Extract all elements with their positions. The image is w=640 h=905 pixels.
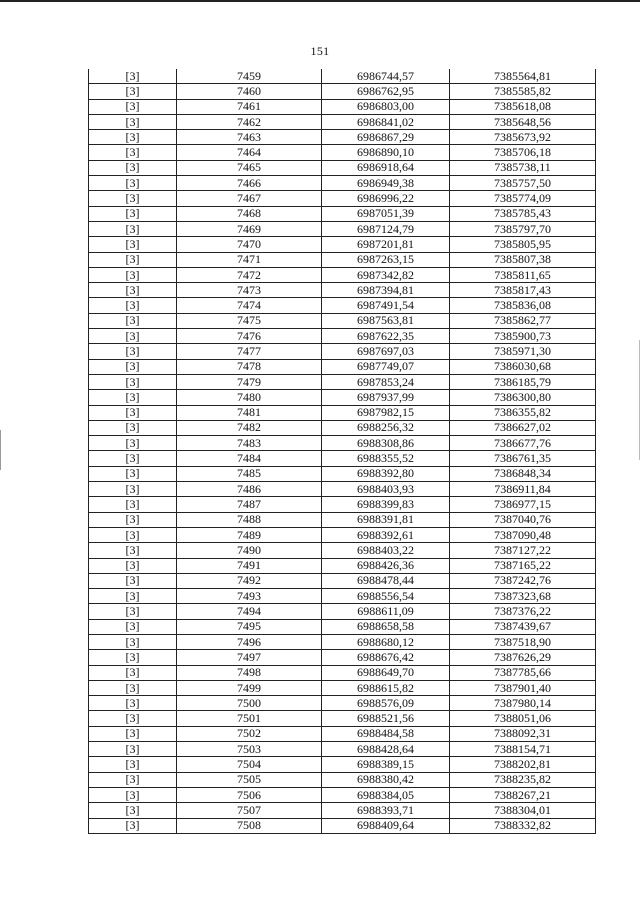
y-coordinate-cell: 7386185,79 bbox=[450, 374, 596, 389]
table-row bbox=[89, 665, 596, 680]
x-coordinate-cell: 6986918,64 bbox=[322, 160, 450, 175]
y-coordinate-cell: 7387127,22 bbox=[450, 543, 596, 558]
table-row bbox=[89, 543, 596, 558]
zone-cell: [3] bbox=[89, 221, 177, 236]
zone-cell: [3] bbox=[89, 390, 177, 405]
table-row bbox=[89, 742, 596, 757]
point-number-cell: 7470 bbox=[177, 237, 322, 252]
zone-cell: [3] bbox=[89, 252, 177, 267]
y-coordinate-cell: 7385811,65 bbox=[450, 267, 596, 282]
point-number-cell: 7473 bbox=[177, 283, 322, 298]
x-coordinate-cell: 6987342,82 bbox=[322, 267, 450, 282]
table-row bbox=[89, 527, 596, 542]
point-number-cell: 7465 bbox=[177, 160, 322, 175]
y-coordinate-cell: 7388092,31 bbox=[450, 726, 596, 741]
y-coordinate-cell: 7386911,84 bbox=[450, 482, 596, 497]
table-row bbox=[89, 390, 596, 405]
x-coordinate-cell: 6988615,82 bbox=[322, 680, 450, 695]
x-coordinate-cell: 6987563,81 bbox=[322, 313, 450, 328]
zone-cell: [3] bbox=[89, 589, 177, 604]
x-coordinate-cell: 6988556,54 bbox=[322, 589, 450, 604]
table-row bbox=[89, 374, 596, 389]
x-coordinate-cell: 6988576,09 bbox=[322, 696, 450, 711]
y-coordinate-cell: 7387626,29 bbox=[450, 650, 596, 665]
zone-cell: [3] bbox=[89, 573, 177, 588]
point-number-cell: 7468 bbox=[177, 206, 322, 221]
x-coordinate-cell: 6986890,10 bbox=[322, 145, 450, 160]
table-row bbox=[89, 298, 596, 313]
table-row bbox=[89, 405, 596, 420]
point-number-cell: 7462 bbox=[177, 114, 322, 129]
point-number-cell: 7496 bbox=[177, 634, 322, 649]
y-coordinate-cell: 7387040,76 bbox=[450, 512, 596, 527]
y-coordinate-cell: 7388267,21 bbox=[450, 787, 596, 802]
x-coordinate-cell: 6988392,80 bbox=[322, 466, 450, 481]
point-number-cell: 7478 bbox=[177, 359, 322, 374]
point-number-cell: 7502 bbox=[177, 726, 322, 741]
x-coordinate-cell: 6987749,07 bbox=[322, 359, 450, 374]
zone-cell: [3] bbox=[89, 650, 177, 665]
table-row bbox=[89, 696, 596, 711]
x-coordinate-cell: 6988521,56 bbox=[322, 711, 450, 726]
zone-cell: [3] bbox=[89, 283, 177, 298]
zone-cell: [3] bbox=[89, 84, 177, 99]
table-row bbox=[89, 680, 596, 695]
x-coordinate-cell: 6987853,24 bbox=[322, 374, 450, 389]
zone-cell: [3] bbox=[89, 130, 177, 145]
zone-cell: [3] bbox=[89, 558, 177, 573]
y-coordinate-cell: 7385774,09 bbox=[450, 191, 596, 206]
x-coordinate-cell: 6986996,22 bbox=[322, 191, 450, 206]
y-coordinate-cell: 7385817,43 bbox=[450, 283, 596, 298]
y-coordinate-cell: 7385805,95 bbox=[450, 237, 596, 252]
x-coordinate-cell: 6987394,81 bbox=[322, 283, 450, 298]
point-number-cell: 7463 bbox=[177, 130, 322, 145]
zone-cell: [3] bbox=[89, 619, 177, 634]
x-coordinate-cell: 6986803,00 bbox=[322, 99, 450, 114]
table-row bbox=[89, 466, 596, 481]
point-number-cell: 7488 bbox=[177, 512, 322, 527]
y-coordinate-cell: 7386677,76 bbox=[450, 436, 596, 451]
table-row bbox=[89, 267, 596, 282]
point-number-cell: 7508 bbox=[177, 818, 322, 833]
x-coordinate-cell: 6987201,81 bbox=[322, 237, 450, 252]
y-coordinate-cell: 7385807,38 bbox=[450, 252, 596, 267]
y-coordinate-cell: 7387242,76 bbox=[450, 573, 596, 588]
y-coordinate-cell: 7386300,80 bbox=[450, 390, 596, 405]
y-coordinate-cell: 7385797,70 bbox=[450, 221, 596, 236]
point-number-cell: 7482 bbox=[177, 420, 322, 435]
point-number-cell: 7500 bbox=[177, 696, 322, 711]
point-number-cell: 7491 bbox=[177, 558, 322, 573]
x-coordinate-cell: 6987697,03 bbox=[322, 344, 450, 359]
y-coordinate-cell: 7388304,01 bbox=[450, 803, 596, 818]
point-number-cell: 7477 bbox=[177, 344, 322, 359]
zone-cell: [3] bbox=[89, 512, 177, 527]
x-coordinate-cell: 6986841,02 bbox=[322, 114, 450, 129]
x-coordinate-cell: 6987051,39 bbox=[322, 206, 450, 221]
y-coordinate-cell: 7386848,34 bbox=[450, 466, 596, 481]
point-number-cell: 7464 bbox=[177, 145, 322, 160]
y-coordinate-cell: 7385757,50 bbox=[450, 176, 596, 191]
y-coordinate-cell: 7385706,18 bbox=[450, 145, 596, 160]
table-row bbox=[89, 99, 596, 114]
table-row bbox=[89, 344, 596, 359]
x-coordinate-cell: 6988676,42 bbox=[322, 650, 450, 665]
scan-edge-mark bbox=[0, 430, 1, 470]
table-row bbox=[89, 84, 596, 99]
zone-cell: [3] bbox=[89, 680, 177, 695]
point-number-cell: 7484 bbox=[177, 451, 322, 466]
zone-cell: [3] bbox=[89, 543, 177, 558]
point-number-cell: 7466 bbox=[177, 176, 322, 191]
zone-cell: [3] bbox=[89, 634, 177, 649]
y-coordinate-cell: 7385618,08 bbox=[450, 99, 596, 114]
point-number-cell: 7461 bbox=[177, 99, 322, 114]
point-number-cell: 7483 bbox=[177, 436, 322, 451]
x-coordinate-cell: 6988355,52 bbox=[322, 451, 450, 466]
point-number-cell: 7506 bbox=[177, 787, 322, 802]
point-number-cell: 7467 bbox=[177, 191, 322, 206]
x-coordinate-cell: 6986867,29 bbox=[322, 130, 450, 145]
x-coordinate-cell: 6988391,81 bbox=[322, 512, 450, 527]
zone-cell: [3] bbox=[89, 99, 177, 114]
point-number-cell: 7501 bbox=[177, 711, 322, 726]
point-number-cell: 7495 bbox=[177, 619, 322, 634]
table-row bbox=[89, 313, 596, 328]
y-coordinate-cell: 7387439,67 bbox=[450, 619, 596, 634]
zone-cell: [3] bbox=[89, 757, 177, 772]
table-row bbox=[89, 191, 596, 206]
table-row bbox=[89, 604, 596, 619]
x-coordinate-cell: 6986762,95 bbox=[322, 84, 450, 99]
zone-cell: [3] bbox=[89, 69, 177, 84]
x-coordinate-cell: 6988484,58 bbox=[322, 726, 450, 741]
table-row bbox=[89, 283, 596, 298]
x-coordinate-cell: 6987622,35 bbox=[322, 329, 450, 344]
x-coordinate-cell: 6988426,36 bbox=[322, 558, 450, 573]
zone-cell: [3] bbox=[89, 818, 177, 833]
table-row bbox=[89, 787, 596, 802]
point-number-cell: 7472 bbox=[177, 267, 322, 282]
y-coordinate-cell: 7386355,82 bbox=[450, 405, 596, 420]
table-row bbox=[89, 573, 596, 588]
zone-cell: [3] bbox=[89, 711, 177, 726]
x-coordinate-cell: 6988409,64 bbox=[322, 818, 450, 833]
x-coordinate-cell: 6987937,99 bbox=[322, 390, 450, 405]
point-number-cell: 7481 bbox=[177, 405, 322, 420]
point-number-cell: 7507 bbox=[177, 803, 322, 818]
y-coordinate-cell: 7388332,82 bbox=[450, 818, 596, 833]
table-row bbox=[89, 160, 596, 175]
table-row bbox=[89, 436, 596, 451]
zone-cell: [3] bbox=[89, 451, 177, 466]
table-row bbox=[89, 451, 596, 466]
zone-cell: [3] bbox=[89, 374, 177, 389]
page-number: 151 bbox=[310, 44, 330, 58]
zone-cell: [3] bbox=[89, 436, 177, 451]
zone-cell: [3] bbox=[89, 742, 177, 757]
x-coordinate-cell: 6988392,61 bbox=[322, 527, 450, 542]
zone-cell: [3] bbox=[89, 329, 177, 344]
point-number-cell: 7487 bbox=[177, 497, 322, 512]
x-coordinate-cell: 6987491,54 bbox=[322, 298, 450, 313]
y-coordinate-cell: 7385648,56 bbox=[450, 114, 596, 129]
zone-cell: [3] bbox=[89, 313, 177, 328]
table-row bbox=[89, 619, 596, 634]
x-coordinate-cell: 6988380,42 bbox=[322, 772, 450, 787]
y-coordinate-cell: 7385836,08 bbox=[450, 298, 596, 313]
y-coordinate-cell: 7385900,73 bbox=[450, 329, 596, 344]
x-coordinate-cell: 6988611,09 bbox=[322, 604, 450, 619]
table-row bbox=[89, 114, 596, 129]
point-number-cell: 7486 bbox=[177, 482, 322, 497]
zone-cell: [3] bbox=[89, 787, 177, 802]
zone-cell: [3] bbox=[89, 405, 177, 420]
table-row bbox=[89, 726, 596, 741]
x-coordinate-cell: 6987982,15 bbox=[322, 405, 450, 420]
y-coordinate-cell: 7388154,71 bbox=[450, 742, 596, 757]
y-coordinate-cell: 7387090,48 bbox=[450, 527, 596, 542]
zone-cell: [3] bbox=[89, 726, 177, 741]
x-coordinate-cell: 6988389,15 bbox=[322, 757, 450, 772]
point-number-cell: 7498 bbox=[177, 665, 322, 680]
table-row bbox=[89, 130, 596, 145]
zone-cell: [3] bbox=[89, 772, 177, 787]
zone-cell: [3] bbox=[89, 466, 177, 481]
table-row bbox=[89, 420, 596, 435]
zone-cell: [3] bbox=[89, 344, 177, 359]
zone-cell: [3] bbox=[89, 359, 177, 374]
y-coordinate-cell: 7387165,22 bbox=[450, 558, 596, 573]
table-row bbox=[89, 589, 596, 604]
zone-cell: [3] bbox=[89, 665, 177, 680]
point-number-cell: 7485 bbox=[177, 466, 322, 481]
point-number-cell: 7490 bbox=[177, 543, 322, 558]
zone-cell: [3] bbox=[89, 497, 177, 512]
point-number-cell: 7459 bbox=[177, 69, 322, 84]
zone-cell: [3] bbox=[89, 604, 177, 619]
x-coordinate-cell: 6988308,86 bbox=[322, 436, 450, 451]
y-coordinate-cell: 7387980,14 bbox=[450, 696, 596, 711]
y-coordinate-cell: 7385585,82 bbox=[450, 84, 596, 99]
point-number-cell: 7489 bbox=[177, 527, 322, 542]
point-number-cell: 7479 bbox=[177, 374, 322, 389]
point-number-cell: 7492 bbox=[177, 573, 322, 588]
table-row bbox=[89, 237, 596, 252]
zone-cell: [3] bbox=[89, 160, 177, 175]
point-number-cell: 7476 bbox=[177, 329, 322, 344]
table-row bbox=[89, 772, 596, 787]
y-coordinate-cell: 7385862,77 bbox=[450, 313, 596, 328]
zone-cell: [3] bbox=[89, 206, 177, 221]
x-coordinate-cell: 6988658,58 bbox=[322, 619, 450, 634]
table-row bbox=[89, 558, 596, 573]
y-coordinate-cell: 7387376,22 bbox=[450, 604, 596, 619]
y-coordinate-cell: 7385738,11 bbox=[450, 160, 596, 175]
point-number-cell: 7474 bbox=[177, 298, 322, 313]
x-coordinate-cell: 6987124,79 bbox=[322, 221, 450, 236]
y-coordinate-cell: 7387785,66 bbox=[450, 665, 596, 680]
table-row bbox=[89, 69, 596, 84]
y-coordinate-cell: 7387323,68 bbox=[450, 589, 596, 604]
x-coordinate-cell: 6988680,12 bbox=[322, 634, 450, 649]
y-coordinate-cell: 7386627,02 bbox=[450, 420, 596, 435]
x-coordinate-cell: 6988399,83 bbox=[322, 497, 450, 512]
y-coordinate-cell: 7387901,40 bbox=[450, 680, 596, 695]
top-edge-line bbox=[0, 0, 640, 2]
table-row bbox=[89, 329, 596, 344]
x-coordinate-cell: 6988393,71 bbox=[322, 803, 450, 818]
x-coordinate-cell: 6988256,32 bbox=[322, 420, 450, 435]
zone-cell: [3] bbox=[89, 176, 177, 191]
point-number-cell: 7504 bbox=[177, 757, 322, 772]
table-row bbox=[89, 512, 596, 527]
table-row bbox=[89, 757, 596, 772]
point-number-cell: 7499 bbox=[177, 680, 322, 695]
x-coordinate-cell: 6988428,64 bbox=[322, 742, 450, 757]
table-row bbox=[89, 482, 596, 497]
zone-cell: [3] bbox=[89, 267, 177, 282]
zone-cell: [3] bbox=[89, 145, 177, 160]
point-number-cell: 7471 bbox=[177, 252, 322, 267]
point-number-cell: 7503 bbox=[177, 742, 322, 757]
x-coordinate-cell: 6988403,22 bbox=[322, 543, 450, 558]
point-number-cell: 7497 bbox=[177, 650, 322, 665]
x-coordinate-cell: 6986949,38 bbox=[322, 176, 450, 191]
x-coordinate-cell: 6987263,15 bbox=[322, 252, 450, 267]
zone-cell: [3] bbox=[89, 696, 177, 711]
y-coordinate-cell: 7385673,92 bbox=[450, 130, 596, 145]
y-coordinate-cell: 7385971,30 bbox=[450, 344, 596, 359]
zone-cell: [3] bbox=[89, 191, 177, 206]
point-number-cell: 7475 bbox=[177, 313, 322, 328]
point-number-cell: 7480 bbox=[177, 390, 322, 405]
zone-cell: [3] bbox=[89, 237, 177, 252]
table-row bbox=[89, 650, 596, 665]
table-row bbox=[89, 252, 596, 267]
y-coordinate-cell: 7385785,43 bbox=[450, 206, 596, 221]
zone-cell: [3] bbox=[89, 527, 177, 542]
zone-cell: [3] bbox=[89, 803, 177, 818]
table-row bbox=[89, 359, 596, 374]
x-coordinate-cell: 6988403,93 bbox=[322, 482, 450, 497]
point-number-cell: 7493 bbox=[177, 589, 322, 604]
y-coordinate-cell: 7386761,35 bbox=[450, 451, 596, 466]
zone-cell: [3] bbox=[89, 482, 177, 497]
table-row bbox=[89, 803, 596, 818]
y-coordinate-cell: 7386030,68 bbox=[450, 359, 596, 374]
coordinates-table bbox=[88, 69, 596, 834]
y-coordinate-cell: 7388051,06 bbox=[450, 711, 596, 726]
x-coordinate-cell: 6988649,70 bbox=[322, 665, 450, 680]
x-coordinate-cell: 6988478,44 bbox=[322, 573, 450, 588]
table-row bbox=[89, 176, 596, 191]
point-number-cell: 7494 bbox=[177, 604, 322, 619]
y-coordinate-cell: 7388235,82 bbox=[450, 772, 596, 787]
table-row bbox=[89, 497, 596, 512]
table-row bbox=[89, 634, 596, 649]
table-row bbox=[89, 145, 596, 160]
zone-cell: [3] bbox=[89, 420, 177, 435]
point-number-cell: 7460 bbox=[177, 84, 322, 99]
table-row bbox=[89, 221, 596, 236]
table-row bbox=[89, 818, 596, 833]
point-number-cell: 7505 bbox=[177, 772, 322, 787]
point-number-cell: 7469 bbox=[177, 221, 322, 236]
coordinates-table-body bbox=[89, 69, 596, 833]
table-row bbox=[89, 711, 596, 726]
y-coordinate-cell: 7385564,81 bbox=[450, 69, 596, 84]
y-coordinate-cell: 7388202,81 bbox=[450, 757, 596, 772]
x-coordinate-cell: 6988384,05 bbox=[322, 787, 450, 802]
y-coordinate-cell: 7386977,15 bbox=[450, 497, 596, 512]
x-coordinate-cell: 6986744,57 bbox=[322, 69, 450, 84]
table-row bbox=[89, 206, 596, 221]
y-coordinate-cell: 7387518,90 bbox=[450, 634, 596, 649]
zone-cell: [3] bbox=[89, 298, 177, 313]
zone-cell: [3] bbox=[89, 114, 177, 129]
